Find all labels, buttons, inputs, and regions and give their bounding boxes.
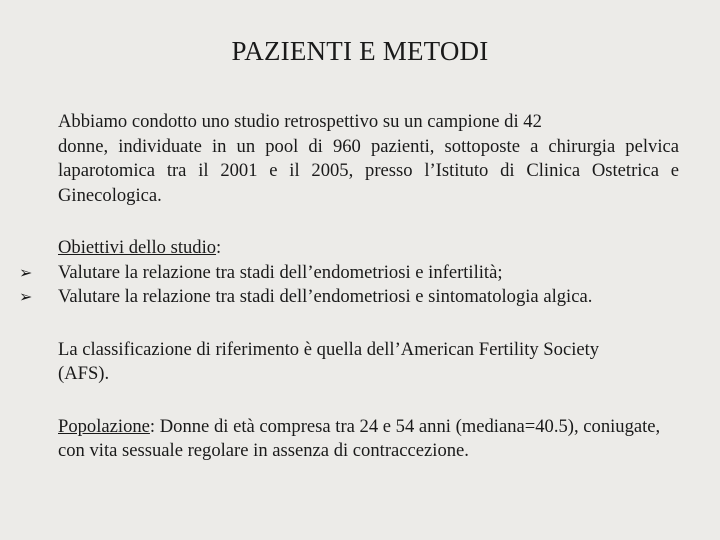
objectives-heading: Obiettivi dello studio: [58, 237, 217, 258]
arrow-bullet-icon: ➢: [19, 262, 33, 282]
bullet-text: Valutare la relazione tra stadi dell’endometriosi e infertilità;: [58, 261, 503, 283]
slide-content: [19, 110, 679, 464]
list-item: [19, 285, 679, 310]
objectives-list: [19, 261, 679, 310]
population-paragraph: [58, 415, 679, 464]
objectives-section: [19, 236, 679, 310]
list-item: [19, 261, 679, 286]
objectives-colon: :: [216, 237, 222, 258]
arrow-bullet-icon: ➢: [19, 287, 33, 306]
bullet-text: Valutare la relazione tra stadi dell’endometriosi e sintomatologia algica.: [58, 286, 593, 307]
population-heading: Popolazione: [58, 415, 150, 437]
intro-rest: donne, individuate in un pool di 960 pazienti, sottoposte a chirurgia pelvica laparotomica tra il 2001 e il 2005, presso l’Istituto di Clinica Ostetrica e Ginecologica.: [58, 135, 679, 206]
objectives-heading-line: [58, 236, 679, 261]
intro-first-line: Abbiamo condotto uno studio retrospettivo su un campione di 42: [58, 111, 542, 132]
population-text: : Donne di età compresa tra 24 e 54 anni (mediana=40.5), coniugate, con vita sessuale regolare in assenza di contraccezione.: [58, 415, 661, 461]
intro-paragraph: [58, 110, 679, 208]
slide-title: PAZIENTI E METODI: [231, 36, 489, 66]
classification-paragraph: La classificazione di riferimento è quella dell’American Fertility Society (AFS).: [58, 338, 600, 384]
